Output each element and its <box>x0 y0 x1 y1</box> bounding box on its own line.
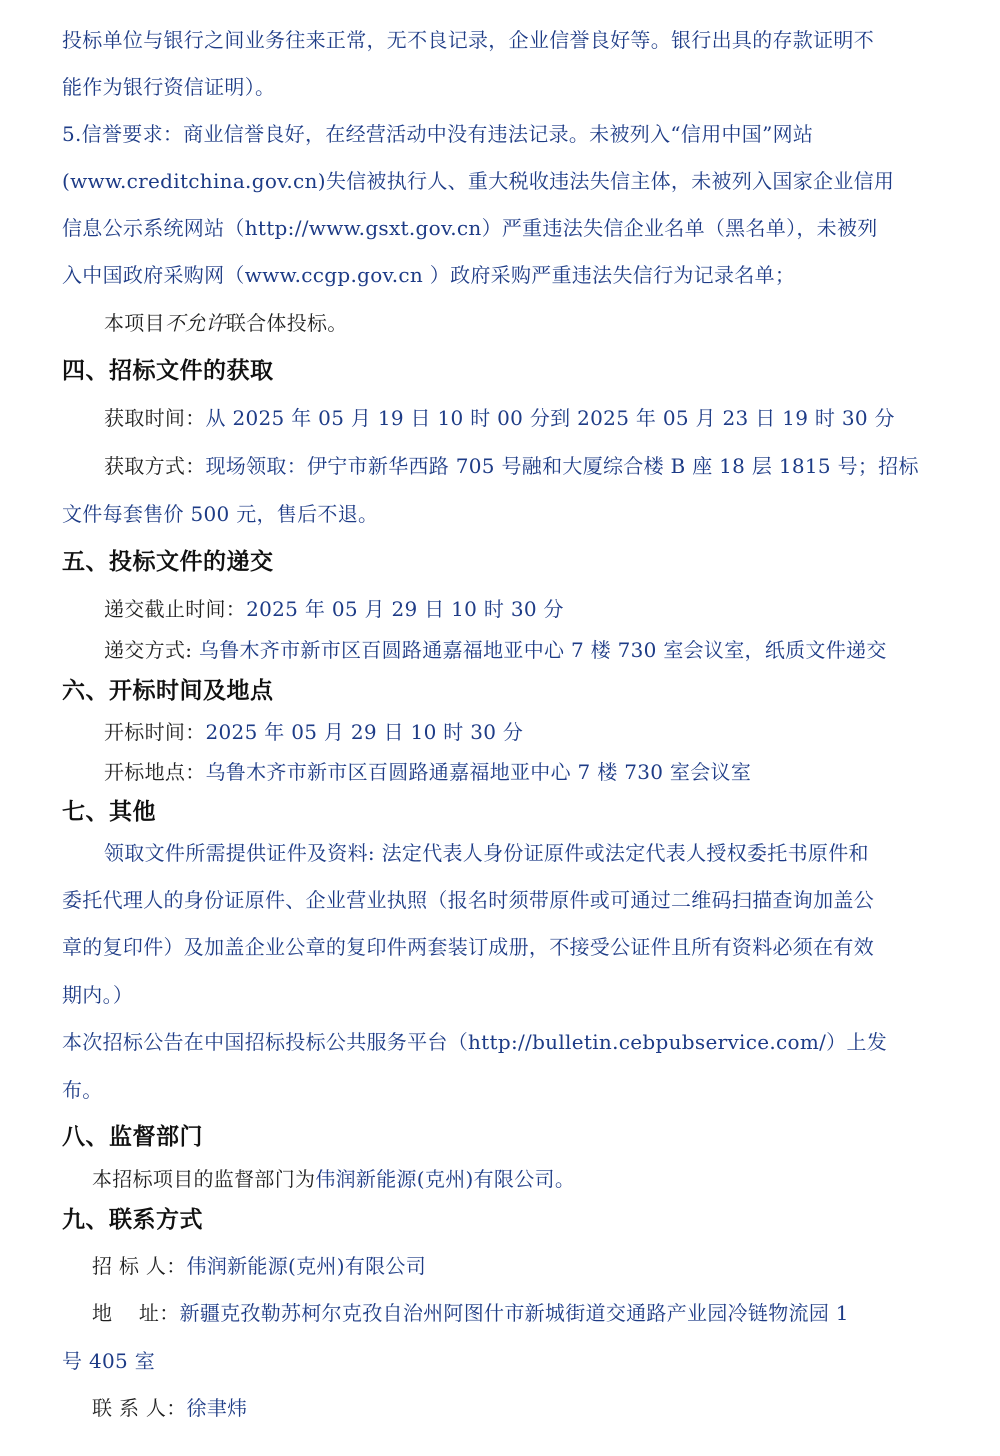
publish-note: 本次招标公告在中国招标投标公共服务平台（http://bulletin.cebpubservice.com/）上发 <box>62 1030 888 1054</box>
consortium-not-allowed: 不允许 <box>164 311 226 335</box>
text-line: 入中国政府采购网（www.ccgp.gov.cn ）政府采购严重违法失信行为记录名单； <box>62 263 796 287</box>
credit-requirement: 5.信誉要求：商业信誉良好，在经营活动中没有违法记录。未被列入“信用中国”网站 <box>62 122 814 146</box>
address-value: 新疆克孜勒苏柯尔克孜自治州阿图什市新城街道交通路产业园冷链物流园 1 <box>179 1301 849 1325</box>
address-cont: 号 405 室 <box>62 1349 155 1373</box>
publish-note-cont: 布。 <box>62 1078 103 1102</box>
section-heading-4: 四、招标文件的获取 <box>62 358 274 384</box>
tenderer-row <box>92 1252 426 1280</box>
other-text: 章的复印件）及加盖企业公章的复印件两套装订成册，不接受公证件且所有资料必须在有效 <box>62 935 874 959</box>
submit-deadline-label: 递交截止时间： <box>104 597 247 621</box>
tenderer-label: 招 标 人： <box>92 1254 187 1278</box>
submit-method-value: 乌鲁木齐市新市区百圆路通嘉福地亚中心 7 楼 730 室会议室，纸质文件递交 <box>192 638 887 662</box>
section-heading-5: 五、投标文件的递交 <box>62 549 274 575</box>
open-time-value: 2025 年 05 月 29 日 10 时 30 分 <box>205 720 524 744</box>
submit-deadline-value: 2025 年 05 月 29 日 10 时 30 分 <box>246 597 564 621</box>
open-time-label: 开标时间： <box>104 720 206 744</box>
acquire-time <box>104 404 895 432</box>
contact-label: 联 系 人： <box>92 1396 187 1420</box>
text-line: 投标单位与银行之间业务往来正常，无不良记录，企业信誉良好等。银行出具的存款证明不 <box>62 28 874 52</box>
open-time <box>104 718 523 746</box>
submit-method-label: 递交方式: <box>104 638 193 662</box>
address-label: 地 址： <box>92 1301 180 1325</box>
other-text: 领取文件所需提供证件及资料: 法定代表人身份证原件或法定代表人授权委托书原件和 <box>104 841 869 865</box>
text-line: 信息公示系统网站（http://www.gsxt.gov.cn）严重违法失信企业名单（黑名单），未被列 <box>62 216 878 240</box>
contact-row <box>92 1394 247 1422</box>
acquire-time-value: 从 2025 年 05 月 19 日 10 时 00 分到 2025 年 05 月 23 日 19 时 30 分 <box>205 406 895 430</box>
acquire-time-label: 获取时间： <box>104 406 206 430</box>
open-place-label: 开标地点： <box>104 760 206 784</box>
contact-value: 徐聿炜 <box>186 1396 248 1420</box>
supervision-text <box>92 1165 575 1193</box>
acquire-method-value: 现场领取：伊宁市新华西路 705 号融和大厦综合楼 B 座 18 层 1815 号；招标 <box>205 454 919 478</box>
consortium-note <box>104 309 348 337</box>
submit-deadline <box>104 595 564 623</box>
supervision-company: 伟润新能源(克州)有限公司。 <box>315 1167 576 1191</box>
consortium-prefix: 本项目 <box>104 311 165 335</box>
section-heading-8: 八、监督部门 <box>62 1124 203 1150</box>
section-heading-7: 七、其他 <box>62 799 156 825</box>
acquire-method-label: 获取方式： <box>104 454 206 478</box>
text-line: (www.creditchina.gov.cn)失信被执行人、重大税收违法失信主体，未被列入国家企业信用 <box>62 169 895 193</box>
open-place <box>104 758 751 786</box>
tenderer-value: 伟润新能源(克州)有限公司 <box>186 1254 427 1278</box>
section-heading-9: 九、联系方式 <box>62 1207 203 1233</box>
text-line: 能作为银行资信证明）。 <box>62 75 276 99</box>
open-place-value: 乌鲁木齐市新市区百圆路通嘉福地亚中心 7 楼 730 室会议室 <box>205 760 752 784</box>
submit-method <box>104 636 887 664</box>
acquire-method-cont: 文件每套售价 500 元，售后不退。 <box>62 502 379 526</box>
supervision-prefix: 本招标项目的监督部门为 <box>92 1167 316 1191</box>
other-text: 期内。） <box>62 983 134 1007</box>
address-row <box>92 1299 849 1327</box>
other-text: 委托代理人的身份证原件、企业营业执照（报名时须带原件或可通过二维码扫描查询加盖公 <box>62 888 874 912</box>
acquire-method <box>104 452 919 480</box>
consortium-suffix: 联合体投标。 <box>225 311 348 335</box>
section-heading-6: 六、开标时间及地点 <box>62 678 274 704</box>
